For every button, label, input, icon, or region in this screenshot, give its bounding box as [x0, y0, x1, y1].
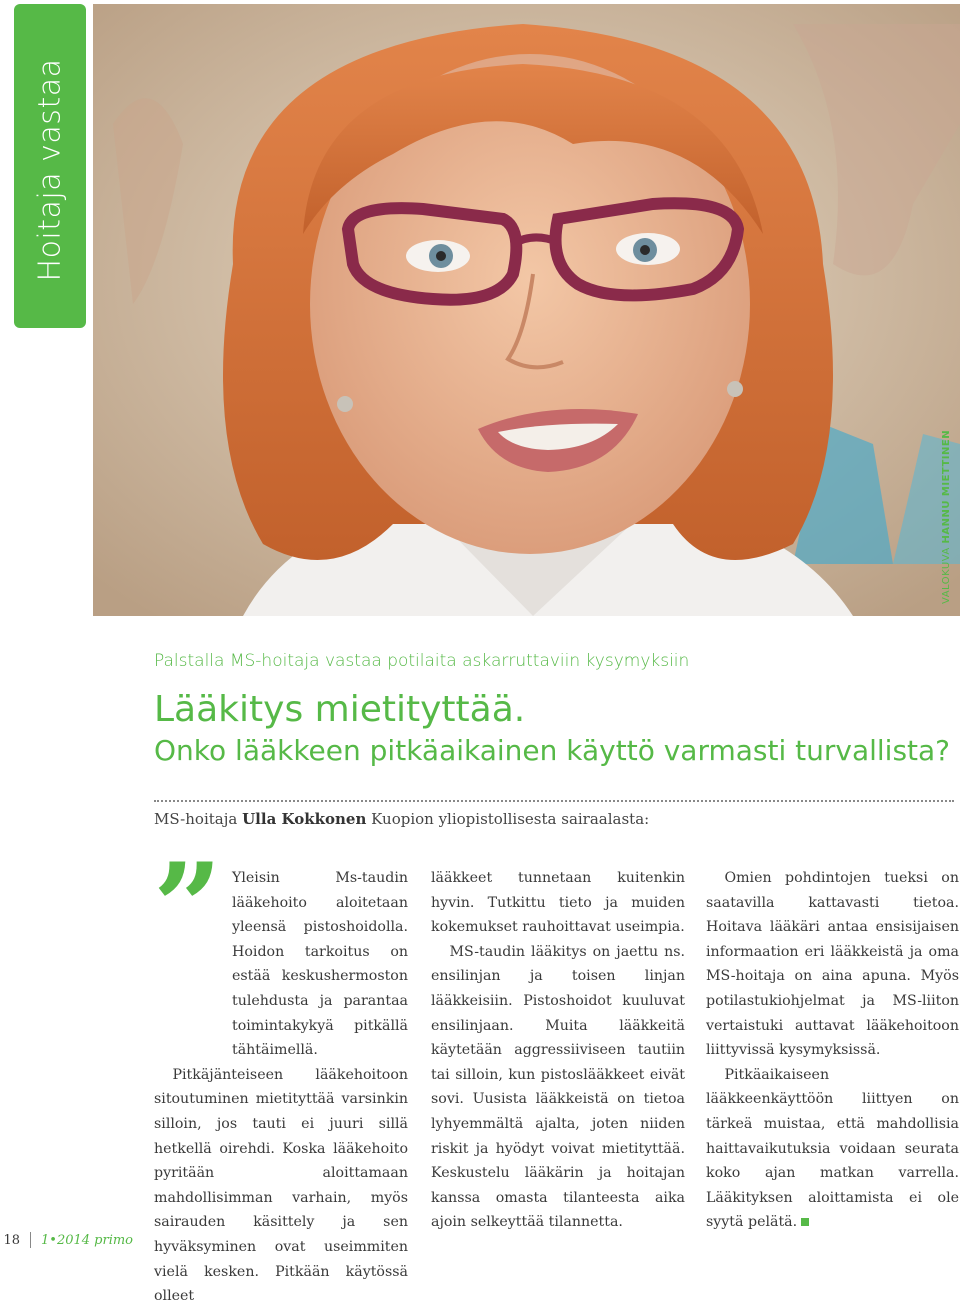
byline-suffix: Kuopion yliopistollisesta sairaalasta:	[371, 810, 650, 828]
portrait-photo	[93, 4, 960, 616]
end-mark-icon	[801, 1218, 809, 1226]
section-tab-label: Hoitaja vastaa	[32, 58, 68, 282]
photo-credit	[941, 430, 952, 604]
byline-prefix: MS-hoitaja	[154, 810, 238, 828]
article-column-2	[431, 866, 685, 1235]
page-footer	[0, 1232, 133, 1248]
article-paragraph-last	[706, 1063, 959, 1235]
photo-credit-label: VALOKUVA	[941, 547, 952, 604]
issue-label: 1•2014 primo	[41, 1232, 134, 1248]
kicker: Palstalla MS-hoitaja vastaa potilaita askarruttaviin kysymyksiin	[154, 651, 690, 671]
article-column-1	[154, 866, 408, 1309]
article-paragraph-text: Pitkäaikaiseen lääkkeenkäyttöön liittyen on tärkeä muistaa, että mahdollisia haittavaikutuksia voidaan seurata koko ajan matkan varrella. Lääkityksen aloittamista ei ole syytä pelätä.	[706, 1066, 959, 1231]
portrait-illustration	[93, 4, 960, 616]
quote-mark-icon: ”	[153, 837, 223, 978]
article-paragraph: MS-taudin lääkitys on jaettu ns. ensilinjan ja toisen linjan lääkkeisiin. Pistoshoidot kuuluvat ensilinjaan. Muita lääkkeitä käytetään aggressiiviseen tautiin tai silloin, kun pistoslääkkeet eivät sovi. Uusista lääkkeistä on tietoa lyhyemmältä ajalta, joten niiden riskit ja hyödyt voivat mietityttää. Keskustelu lääkärin ja hoitajan kanssa omasta tilanteesta aika ajoin selkeyttää tilannetta.	[431, 943, 685, 1231]
divider	[154, 800, 954, 802]
article-paragraph: Omien pohdintojen tueksi on saatavilla kattavasti tietoa. Hoitava lääkäri antaa ensisijaisen informaation eri lääkkeistä ja oma MS-hoitaja on aina apuna. Myös potilastukiohjelmat ja MS-liiton vertaistuki auttavat lääkehoitoon liittyvissä kysymyksissä.	[706, 870, 959, 1059]
section-tab	[14, 4, 86, 328]
footer-separator	[30, 1232, 31, 1248]
headline-line-1: Lääkitys mietityttää.	[154, 689, 526, 730]
photo-credit-name: HANNU MIETTINEN	[941, 429, 952, 544]
page-number: 18	[3, 1232, 20, 1248]
headline	[154, 690, 950, 772]
article-paragraph: Yleisin Ms-taudin lääkehoito aloitetaan yleensä pistoshoidolla. Hoidon tarkoitus on estää keskushermoston tulehdusta ja parantaa toimintakykyä pitkällä tähtäimellä.	[232, 870, 408, 1059]
byline-name: Ulla Kokkonen	[242, 810, 367, 828]
article-paragraph: Pitkäjänteiseen lääkehoitoon sitoutuminen mietityttää varsinkin silloin, jos tauti ei juuri sillä hetkellä oirehdi. Koska lääkehoito pyritään aloittamaan mahdollisimman varhain, myös sairauden käsittely ja sen hyväksyminen ovat useimmiten vielä kesken. Pitkään käytössä olleet	[154, 1066, 408, 1305]
byline	[154, 810, 649, 828]
article-paragraph: lääkkeet tunnetaan kuitenkin hyvin. Tutkittu tieto ja muiden kokemukset rauhoittavat useimpia.	[431, 870, 685, 936]
article-column-3	[706, 866, 959, 1235]
headline-line-2: Onko lääkkeen pitkäaikainen käyttö varmasti turvallista?	[154, 734, 951, 767]
